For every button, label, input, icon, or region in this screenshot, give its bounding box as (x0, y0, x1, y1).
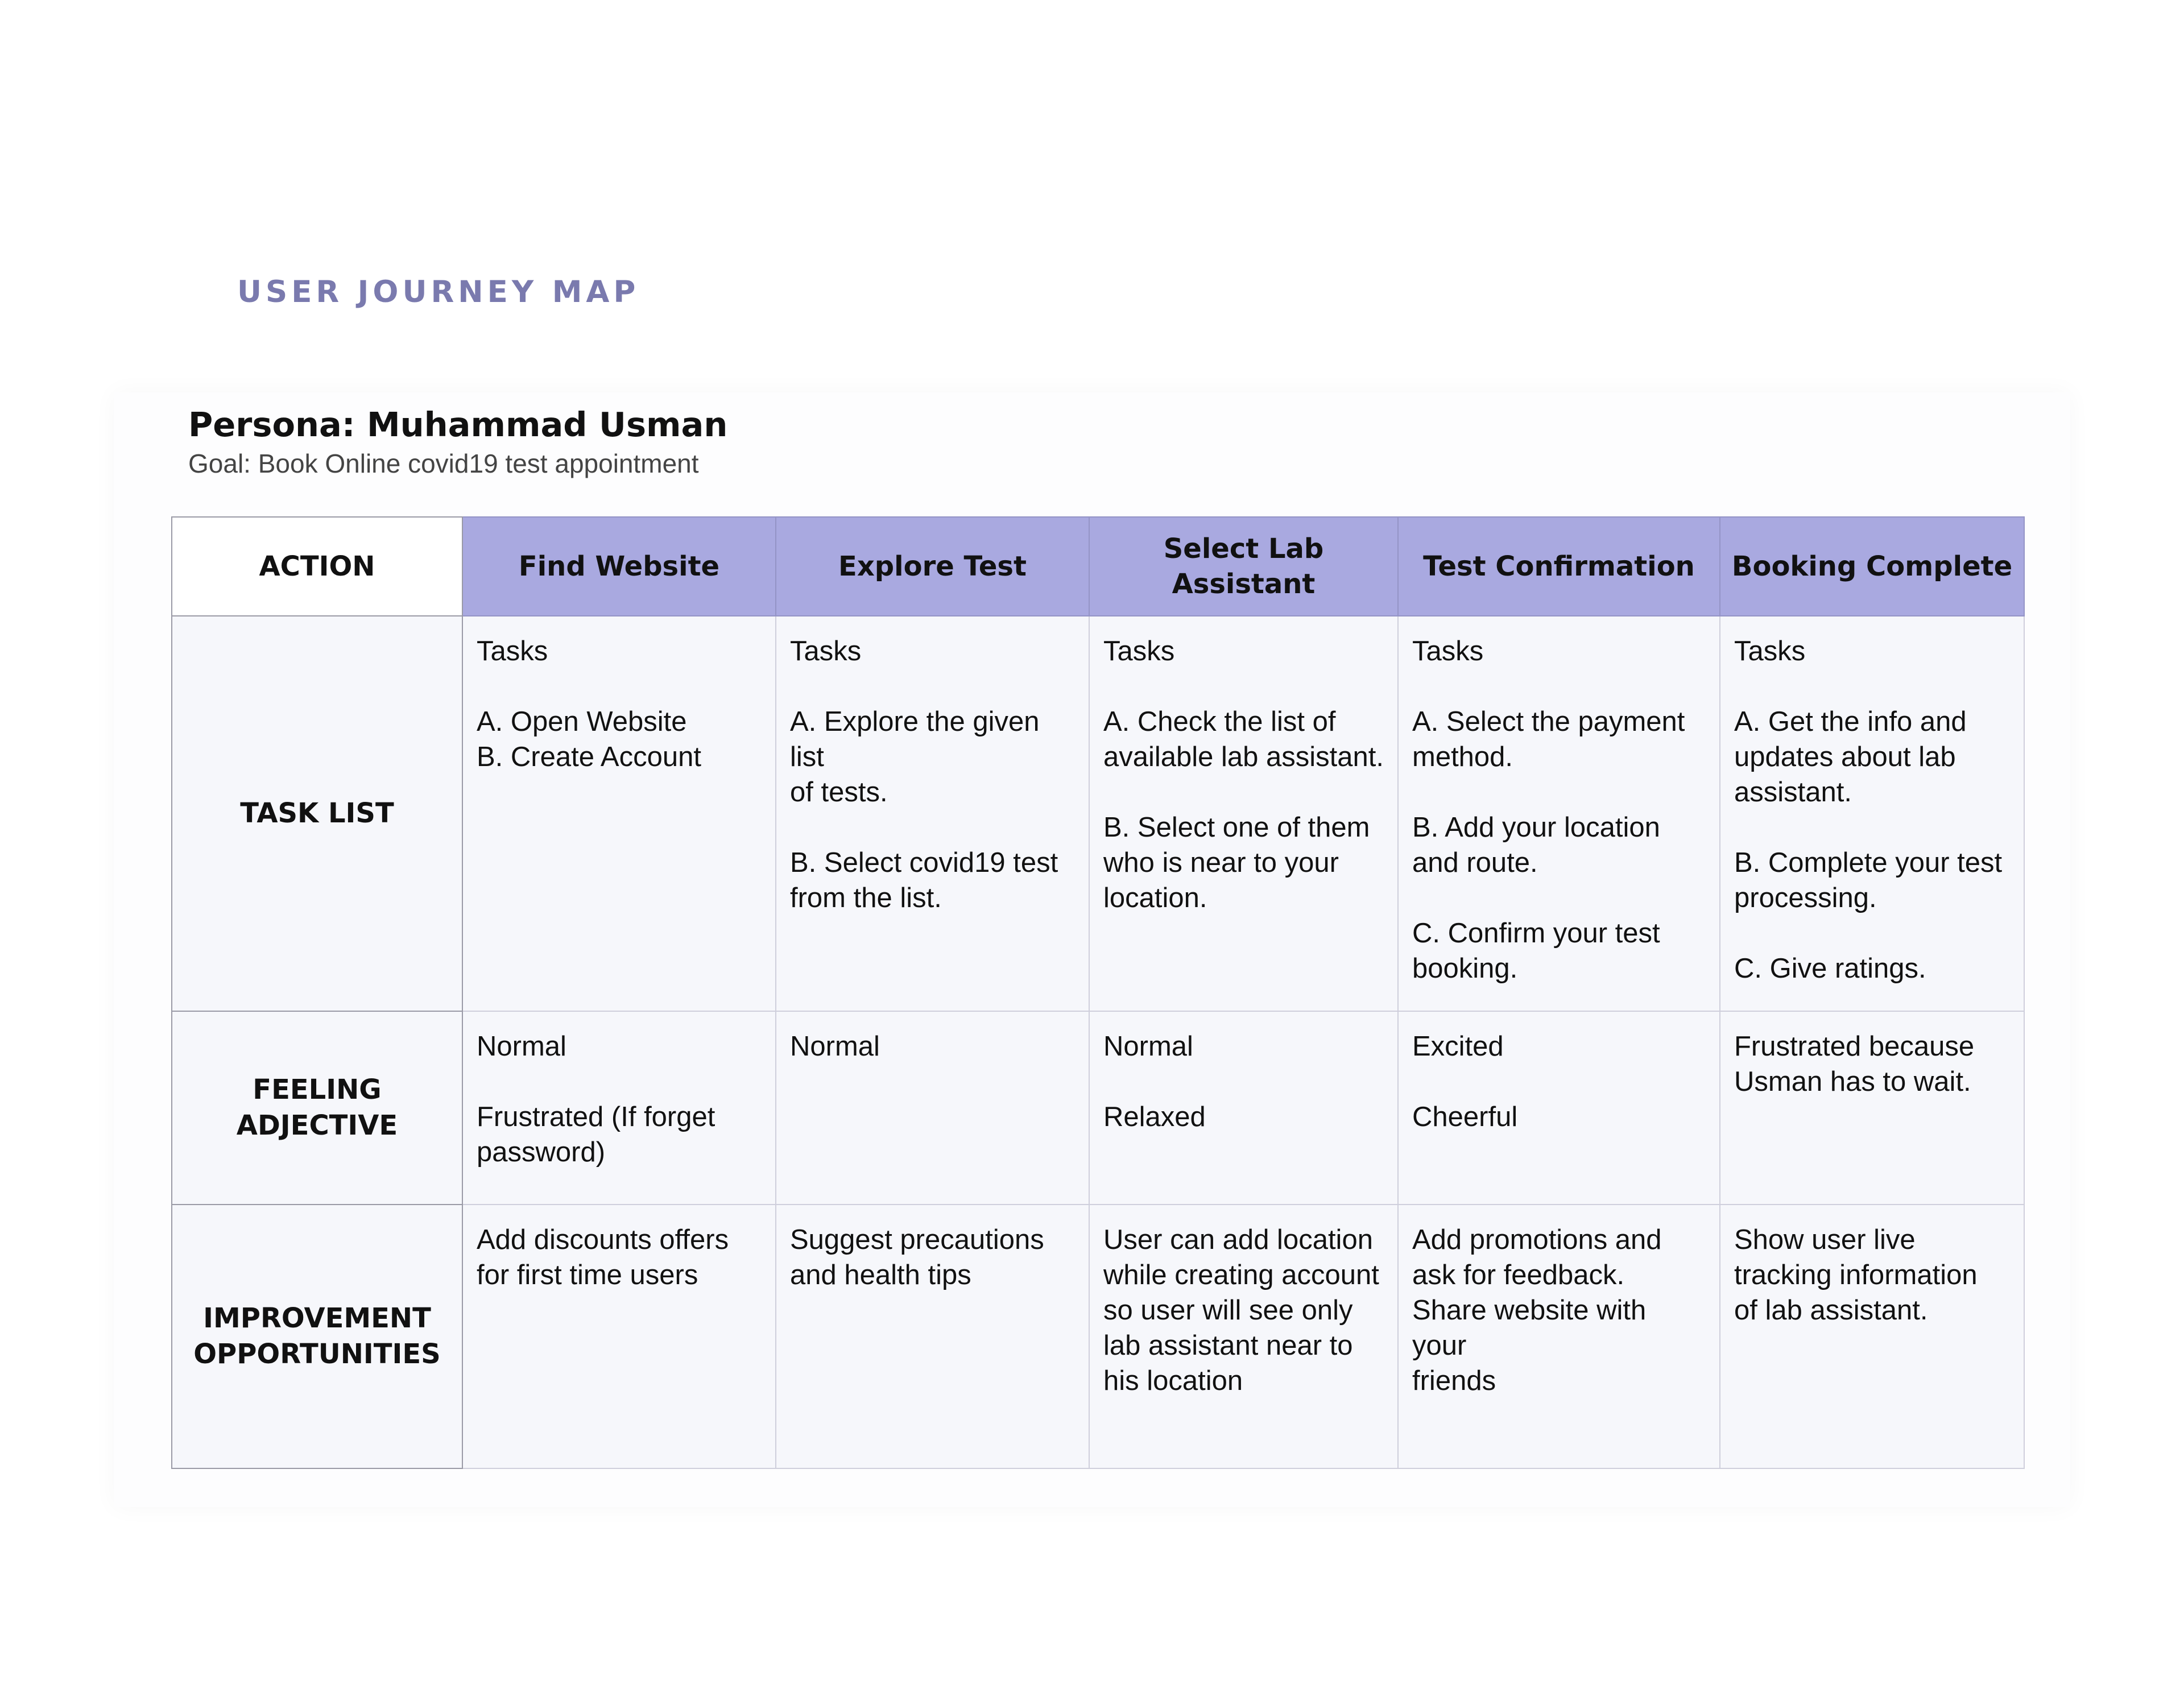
journey-map-table (171, 516, 2025, 1469)
improvement-cell-select-lab-assistant: User can add location while creating account so user will see only lab assistant near to his location (1089, 1205, 1398, 1468)
task-cell-select-lab-assistant: Tasks A. Check the list of available lab assistant. B. Select one of them who is near to your location. (1089, 616, 1398, 1011)
improvement-cell-find-website: Add discounts offers for first time users (462, 1205, 776, 1468)
task-cell-booking-complete: Tasks A. Get the info and updates about lab assistant. B. Complete your test processing. C. Give ratings. (1720, 616, 2024, 1011)
feeling-cell-test-confirmation: Excited Cheerful (1398, 1011, 1720, 1205)
action-header: ACTION (172, 517, 462, 616)
document-title: USER JOURNEY MAP (237, 275, 640, 309)
feeling-adjective-label: FEELING ADJECTIVE (172, 1011, 462, 1205)
persona-heading: Persona: Muhammad Usman (188, 405, 728, 444)
stage-header-booking-complete: Booking Complete (1720, 517, 2024, 616)
feeling-cell-find-website: Normal Frustrated (If forget password) (462, 1011, 776, 1205)
task-cell-find-website: Tasks A. Open Website B. Create Account (462, 616, 776, 1011)
improvement-cell-booking-complete: Show user live tracking information of lab assistant. (1720, 1205, 2024, 1468)
improvement-cell-test-confirmation: Add promotions and ask for feedback. Share website with your friends (1398, 1205, 1720, 1468)
stage-header-find-website: Find Website (462, 517, 776, 616)
feeling-row (172, 1011, 2024, 1205)
improvement-row (172, 1205, 2024, 1468)
improvement-cell-explore-test: Suggest precautions and health tips (776, 1205, 1089, 1468)
task-cell-test-confirmation: Tasks A. Select the payment method. B. Add your location and route. C. Confirm your test booking. (1398, 616, 1720, 1011)
task-cell-explore-test: Tasks A. Explore the given list of tests. B. Select covid19 test from the list. (776, 616, 1089, 1011)
improvement-opportunities-label: IMPROVEMENT OPPORTUNITIES (172, 1205, 462, 1468)
stage-header-explore-test: Explore Test (776, 517, 1089, 616)
stage-header-test-confirmation: Test Confirmation (1398, 517, 1720, 616)
feeling-cell-select-lab-assistant: Normal Relaxed (1089, 1011, 1398, 1205)
stage-header-select-lab-assistant: Select Lab Assistant (1089, 517, 1398, 616)
persona-goal: Goal: Book Online covid19 test appointment (188, 449, 699, 478)
feeling-cell-booking-complete: Frustrated because Usman has to wait. (1720, 1011, 2024, 1205)
task-list-row (172, 616, 2024, 1011)
task-list-label: TASK LIST (172, 616, 462, 1011)
feeling-cell-explore-test: Normal (776, 1011, 1089, 1205)
stage-header-row (172, 517, 2024, 616)
